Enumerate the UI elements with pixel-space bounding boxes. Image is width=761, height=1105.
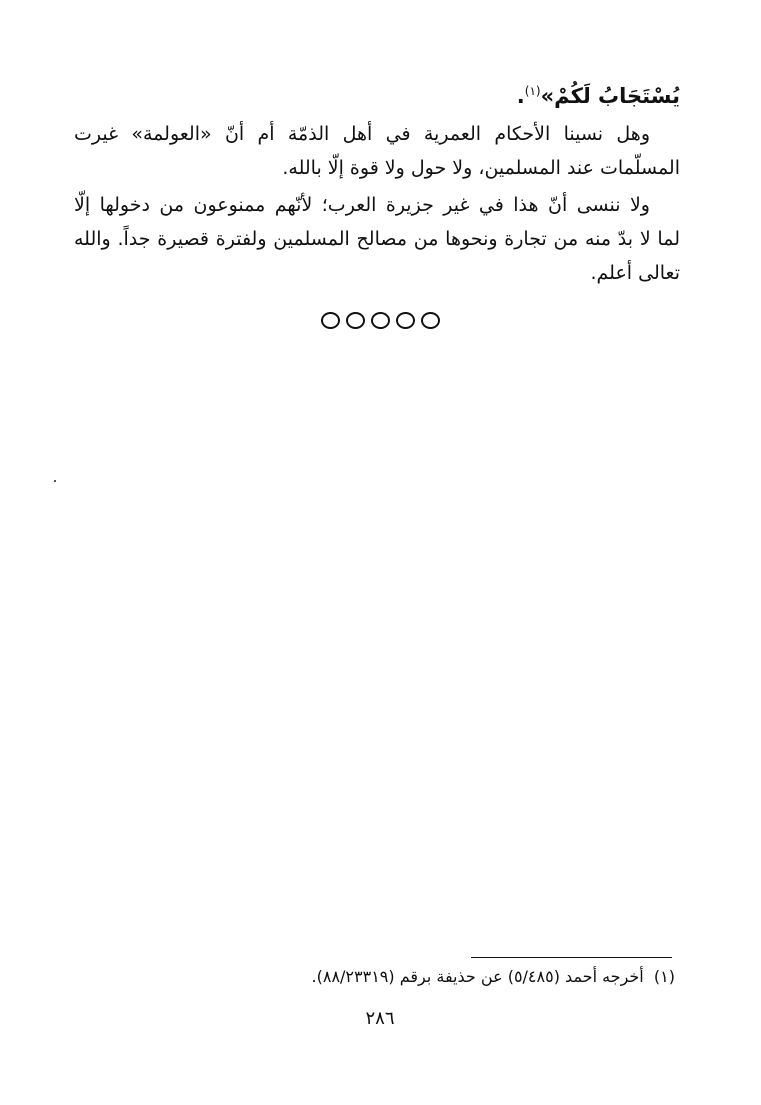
quote-text: يُسْتَجَابُ لَكُمْ» [540, 84, 680, 108]
paragraph-2 [74, 188, 680, 290]
separator-circle [421, 312, 440, 329]
quote-line [74, 74, 680, 113]
scan-speck [54, 480, 56, 482]
separator-circle [346, 312, 365, 329]
paragraph-2-line-1: ولا ننسى أنّ هذا في غير جزيرة العرب؛ لأنّهم ممنوعون من دخولها إلّا [74, 194, 650, 216]
paragraph-1-line-1: وهل نسينا الأحكام العمرية في أهل الذمّة أم أنّ «العولمة» غيرت [74, 123, 650, 145]
paragraph-2-line-2: لما لا بدّ منه من تجارة ونحوها من مصالح المسلمين ولفترة قصيرة جداً. والله [74, 228, 680, 250]
footnote-divider [471, 957, 672, 958]
paragraph-1 [74, 117, 680, 185]
footnote-reference: (١) [524, 84, 541, 98]
quote-trailing: . [516, 84, 525, 108]
section-separator [300, 312, 460, 333]
paragraph-2-line-3: تعالى أعلم. [590, 262, 680, 284]
paragraph-1-line-2: المسلّمات عند المسلمين، ولا حول ولا قوة إلّا بالله. [282, 157, 680, 179]
page-number: ٢٨٦ [365, 1008, 395, 1029]
separator-circle [396, 312, 415, 329]
footnote-marker: (١) [653, 967, 675, 986]
quote-ending [74, 74, 680, 113]
separator-circle [321, 312, 340, 329]
footnote-1 [200, 962, 675, 992]
separator-circle [371, 312, 390, 329]
footnote-text: أخرجه أحمد (٥/٤٨٥) عن حذيفة برقم (٨٨/٢٣٣١٩). [311, 967, 644, 986]
